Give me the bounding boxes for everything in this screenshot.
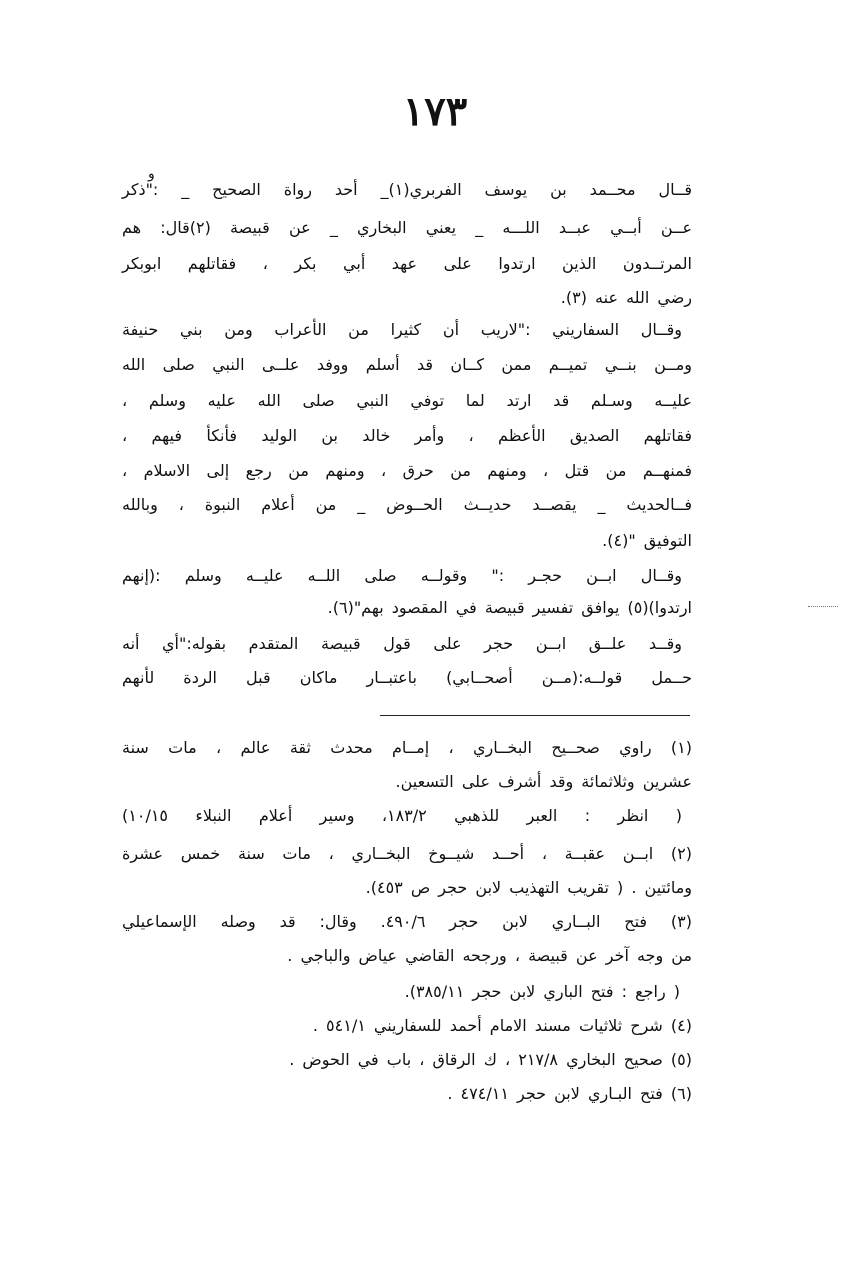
body-line: وقــد علــق ابــن حجر على قول قبيصة المتقدم بقوله:"أي أنه	[122, 634, 682, 653]
footnote-line: (٢) ابــن عقبــة ، أحــد شيــوخ البخــاري ، مات سنة خمس عشرة	[122, 844, 692, 863]
body-line: عليــه وسـلم قد ارتد لما توفي النبي صلى الله عليه وسلم ،	[122, 391, 692, 410]
body-line: حــمل قولــه:(مــن أصحــابي) باعتبــار ماكان قبل الردة لأنهم	[122, 668, 692, 687]
body-line: فقاتلهم الصديق الأعظم ، وأمر خالد بن الوليد فأنكأ فيهم ،	[122, 426, 692, 445]
body-line: وقــال ابــن حجـر :" وقولــه صلى اللــه عليــه وسلم :(إنهم	[122, 566, 682, 585]
footnote-line: (٣) فتح البــاري لابن حجر ٤٩٠/٦. وقال: قد وصله الإسماعيلي	[122, 912, 692, 931]
body-line: المرتــدون الذين ارتدوا على عهد أبي بكر ، فقاتلهم ابوبكر	[122, 254, 692, 273]
body-line: ومــن بنــي تميــم ممن كــان قد أسلم ووفد علــى النبي صلى الله	[122, 355, 692, 374]
body-line: ارتدوا)(٥) يوافق تفسير قبيصة في المقصود بهم"(٦).	[327, 598, 692, 617]
footnote-line: (٦) فتح البـاري لابن حجر ٤٧٤/١١ .	[447, 1084, 692, 1103]
footnote-line: (٥) صحيح البخاري ٢١٧/٨ ، ك الرقاق ، باب في الحوض .	[289, 1050, 692, 1069]
body-line: قــال محــمد بن يوسف الفربري(١)_ أحد رواة الصحيح _ :"ذكر	[122, 180, 692, 199]
body-line: فمنهــم من قتل ، ومنهم من حرق ، ومنهم من رجع إلى الاسلام ،	[122, 461, 692, 480]
footnote-line: ( راجع : فتح الباري لابن حجر ٣٨٥/١١).	[404, 982, 680, 1001]
body-line: وقــال السفاريني :"لاريب أن كثيرا من الأعراب ومن بني حنيفة	[122, 320, 682, 339]
body-line: عــن أبــي عبــد اللـــه _ يعني البخاري _ عن قبيصة (٢)قال: هم	[122, 218, 693, 237]
footnote-line: ( انظر : العبر للذهبي ١٨٣/٢، وسير أعلام النبلاء ١٠/١٥)	[122, 806, 682, 825]
diacritic-mark: و	[148, 166, 155, 182]
footnote-line: من وجه آخر عن قبيصة ، ورجحه القاضي عياض والباجي .	[287, 946, 692, 965]
footnote-line: ومائتين . ( تقريب التهذيب لابن حجر ص ٤٥٣).	[365, 878, 692, 897]
footnote-line: (١) راوي صحــيح البخــاري ، إمــام محدث ثقة عالم ، مات سنة	[122, 738, 692, 757]
page-number: ١٧٣	[402, 88, 468, 135]
footnote-line: (٤) شرح ثلاثيات مسند الامام أحمد للسفاريني ٥٤١/١ .	[312, 1016, 692, 1035]
body-line: رضي الله عنه (٣).	[560, 288, 692, 307]
body-line: التوفيق "(٤).	[602, 531, 692, 550]
body-line: فــالحديث _ يقصــد حديــث الحــوض _ من أعلام النبوة ، وبالله	[122, 495, 692, 514]
footnote-separator	[380, 715, 690, 716]
footnote-line: عشرين وثلاثمائة وقد أشرف على التسعين.	[395, 772, 692, 791]
margin-mark	[808, 606, 838, 607]
